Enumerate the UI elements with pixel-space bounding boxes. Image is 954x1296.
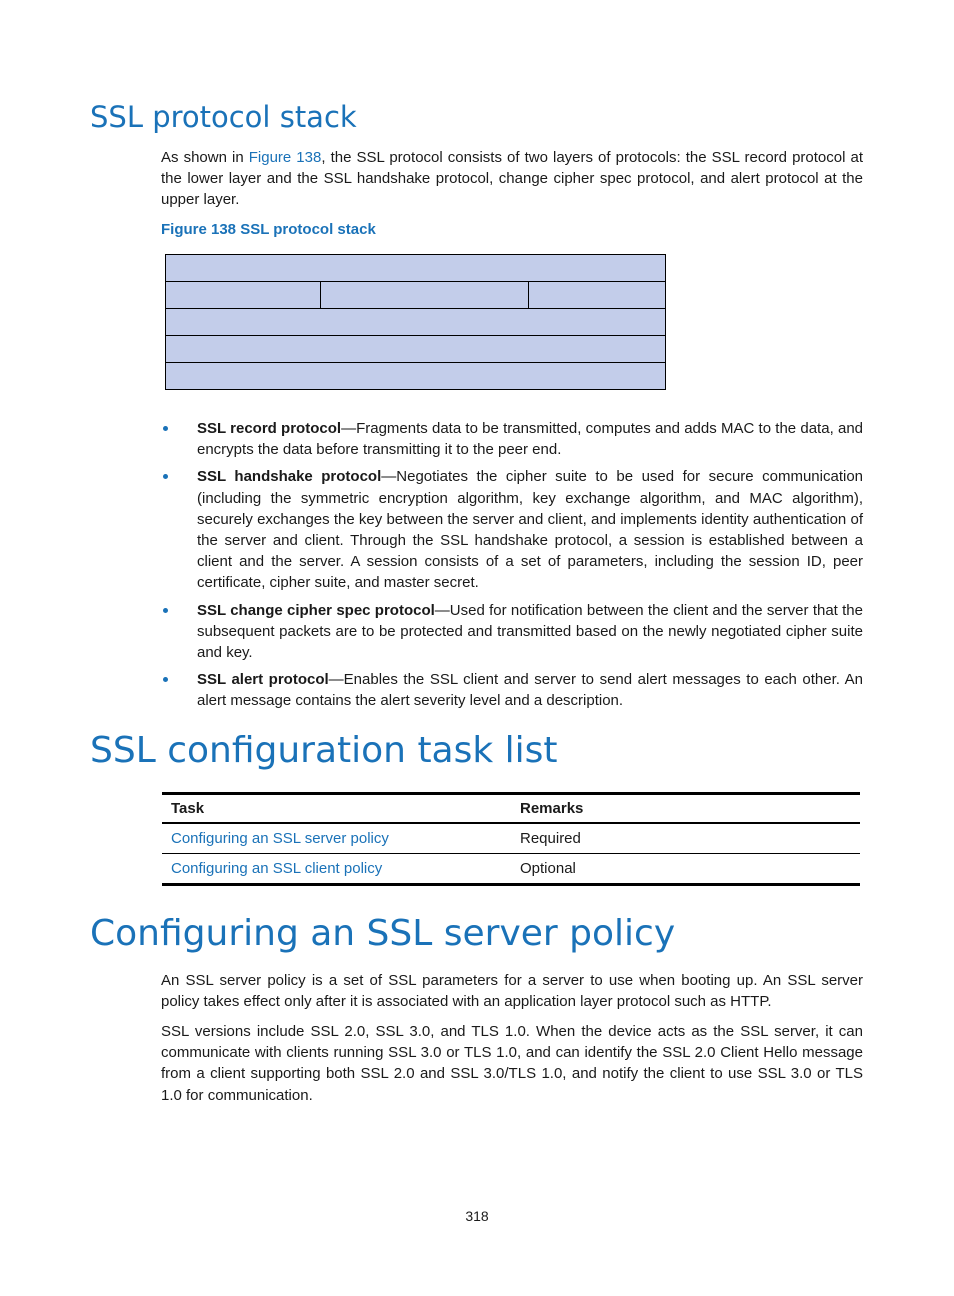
intro-text-before: As shown in: [161, 149, 249, 166]
server-policy-link[interactable]: Configuring an SSL server policy: [171, 830, 389, 847]
client-policy-link[interactable]: Configuring an SSL client policy: [171, 860, 383, 877]
stack-layer-4: [165, 335, 666, 363]
intro-text-after: , the SSL protocol consists of two layers of protocols: the SSL record protocol at the lower layer and the SSL handshake protocol, change cipher spec protocol, and alert protocol at the upper layer.: [161, 149, 864, 209]
figure-138-link[interactable]: Figure 138: [248, 149, 322, 166]
stack-cell-2: [320, 281, 529, 309]
bullet-icon: [163, 426, 168, 431]
bullet-icon: [163, 608, 168, 613]
intro-paragraph: [161, 147, 863, 211]
task-cell: [162, 860, 520, 877]
list-item: SSL change cipher spec protocol—Used for notification between the client and the server that the subsequent packets are to be protected and transmitted based on the newly negotiated cipher suite and key.: [161, 600, 863, 664]
bullet-icon: [163, 677, 168, 682]
page-number: 318: [465, 1208, 489, 1224]
header-remarks: Remarks: [520, 800, 584, 817]
remarks-cell: Optional: [520, 860, 576, 877]
server-policy-paragraph-1: An SSL server policy is a set of SSL parameters for a server to use when booting up. An SSL server policy takes effect only after it is associated with an application layer protocol such as HTTP.: [161, 972, 863, 1011]
protocol-bullet-list: [161, 418, 863, 718]
section-title-server-policy: Configuring an SSL server policy: [90, 913, 676, 954]
section-title-protocol-stack: SSL protocol stack: [90, 100, 357, 134]
stack-layer-top: [165, 254, 666, 282]
table-row: [162, 824, 860, 854]
table-header-row: [162, 795, 860, 824]
header-task: Task: [171, 800, 205, 817]
server-policy-paragraph-2: SSL versions include SSL 2.0, SSL 3.0, and TLS 1.0. When the device acts as the SSL server, it can communicate with clients running SSL 3.0 or TLS 1.0, and can identify the SSL 2.0 Client Hello message from a client supporting both SSL 2.0 and SSL 3.0/TLS 1.0, and notify the client to use SSL 3.0 or TLS 1.0 for communication.: [161, 1023, 863, 1104]
remarks-cell: Required: [520, 830, 581, 847]
bullet-icon: [163, 474, 168, 479]
section-title-task-list: SSL configuration task list: [90, 730, 558, 771]
stack-layer-3: [165, 308, 666, 336]
table-row: [162, 854, 860, 883]
stack-cell-3: [528, 281, 666, 309]
task-cell: [162, 830, 520, 847]
stack-cell-1: [165, 281, 321, 309]
task-table: [162, 792, 860, 886]
figure-caption: Figure 138 SSL protocol stack: [161, 221, 376, 238]
list-item: SSL record protocol—Fragments data to be transmitted, computes and adds MAC to the data, and encrypts the data before transmitting it to the peer end.: [161, 418, 863, 460]
stack-layer-bottom: [165, 362, 666, 390]
list-item: SSL handshake protocol—Negotiates the cipher suite to be used for secure communication (including the symmetric encryption algorithm, key exchange algorithm, and MAC algorithm), securely exchanges the key between the server and client, and implements identity authentication of the server and client. Through the SSL handshake protocol, a session is established between a client and the server. A session consists of a set of parameters, including the session ID, peer certificate, cipher suite, and master secret.: [161, 466, 863, 593]
list-item: SSL alert protocol—Enables the SSL client and server to send alert messages to each other. An alert message contains the alert severity level and a description.: [161, 669, 863, 711]
